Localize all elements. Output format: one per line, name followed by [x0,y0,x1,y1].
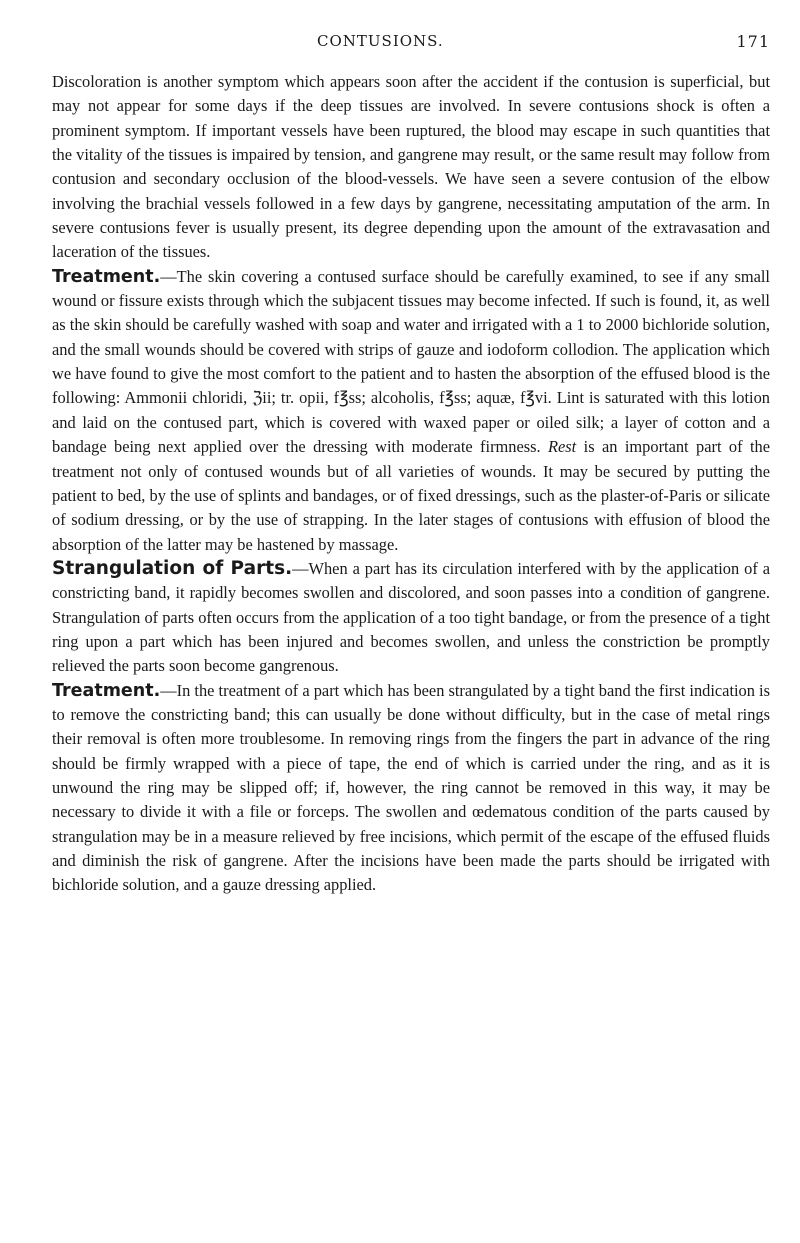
emphasis-rest: Rest [548,437,577,457]
paragraph-text-continued: is an important part of the treatment not only of contused wounds but of all varieties of wounds. It may be secured by putting the patient to bed, by the use of splints and bandages, or of fixed dressings, such as the plaster-of-Paris or silicate of sodium dressing, or by the use of strapping. In the later stages of contusions with effusion of blood the absorption of the latter may be hastened by massage. [52,437,770,554]
page-number: 171 [736,32,770,51]
paragraph-text: —The skin covering a contused surface should be carefully examined, to see if any small wound or fissure exists through which the subjacent tissues may become infected. If such is found, it, as well as the skin should be carefully washed with soap and water and irrigated with a 1 to 2000 bichloride solution, and the small wounds should be covered with strips of gauze and iodoform collodion. The application which we have found to give the most comfort to the patient and to hasten the absorption of the effused blood is the following: Ammonii chloridi, ℨii; tr. opii, f℥ss; alcoholis, f℥ss; aquæ, f℥vi. Lint is saturated with this lotion and laid on the contused part, which is covered with waxed paper or oiled silk; a layer of cotton and a bandage being next applied over the dressing with moderate firmness. [52,266,770,457]
paragraph-treatment-strangulation [52,679,770,898]
paragraph-strangulation [52,557,770,679]
section-heading-treatment: Treatment. [52,680,161,701]
paragraph-text: Discoloration is another symptom which appears soon after the accident if the contusion is superficial, but may not appear for some days if the deep tissues are involved. In severe contusions shock is often a prominent symptom. If important vessels have been ruptured, the blood may escape in such quantities that the vitality of the tissues is impaired by tension, and gangrene may result, or the same result may follow from contusion and secondary occlusion of the blood-vessels. We have seen a severe contusion of the elbow involving the brachial vessels followed in a few days by gangrene, necessitating amputation of the arm. In severe contusions fever is usually present, its degree depending upon the amount of the extravasation and laceration of the tissues. [52,72,770,262]
section-heading-treatment: Treatment. [52,266,161,287]
paragraph-treatment-contusion [52,265,770,557]
body-text [52,70,770,898]
paragraph-text: —In the treatment of a part which has been strangulated by a tight band the first indication is to remove the constricting band; this can usually be done without difficulty, but in the case of metal rings their removal is often more troublesome. In removing rings from the fingers the part in advance of the ring should be firmly wrapped with a piece of tape, the end of which is carried under the ring, and as it is unwound the ring may be slipped off; if, however, the ring cannot be removed in this way, it may be necessary to divide it with a file or forceps. The swollen and œdematous condition of the parts caused by strangulation may be in a measure relieved by free incisions, which permit of the escape of the effused fluids and diminish the risk of gangrene. After the incisions have been made the parts should be irrigated with bichloride solution, and a gauze dressing applied. [52,680,770,895]
paragraph-text: —When a part has its circulation interfered with by the application of a constricting band, it rapidly becomes swollen and discolored, and soon passes into a condition of gangrene. Strangulation of parts often occurs from the application of a too tight bandage, or from the presence of a tight ring upon a part which has been injured and becomes swollen, and unless the constriction be promptly relieved the parts soon become gangrenous. [52,558,770,676]
running-head [52,32,770,58]
paragraph-discoloration [52,70,770,265]
running-title: CONTUSIONS. [317,32,444,50]
section-heading-strangulation: Strangulation of Parts. [52,557,293,579]
